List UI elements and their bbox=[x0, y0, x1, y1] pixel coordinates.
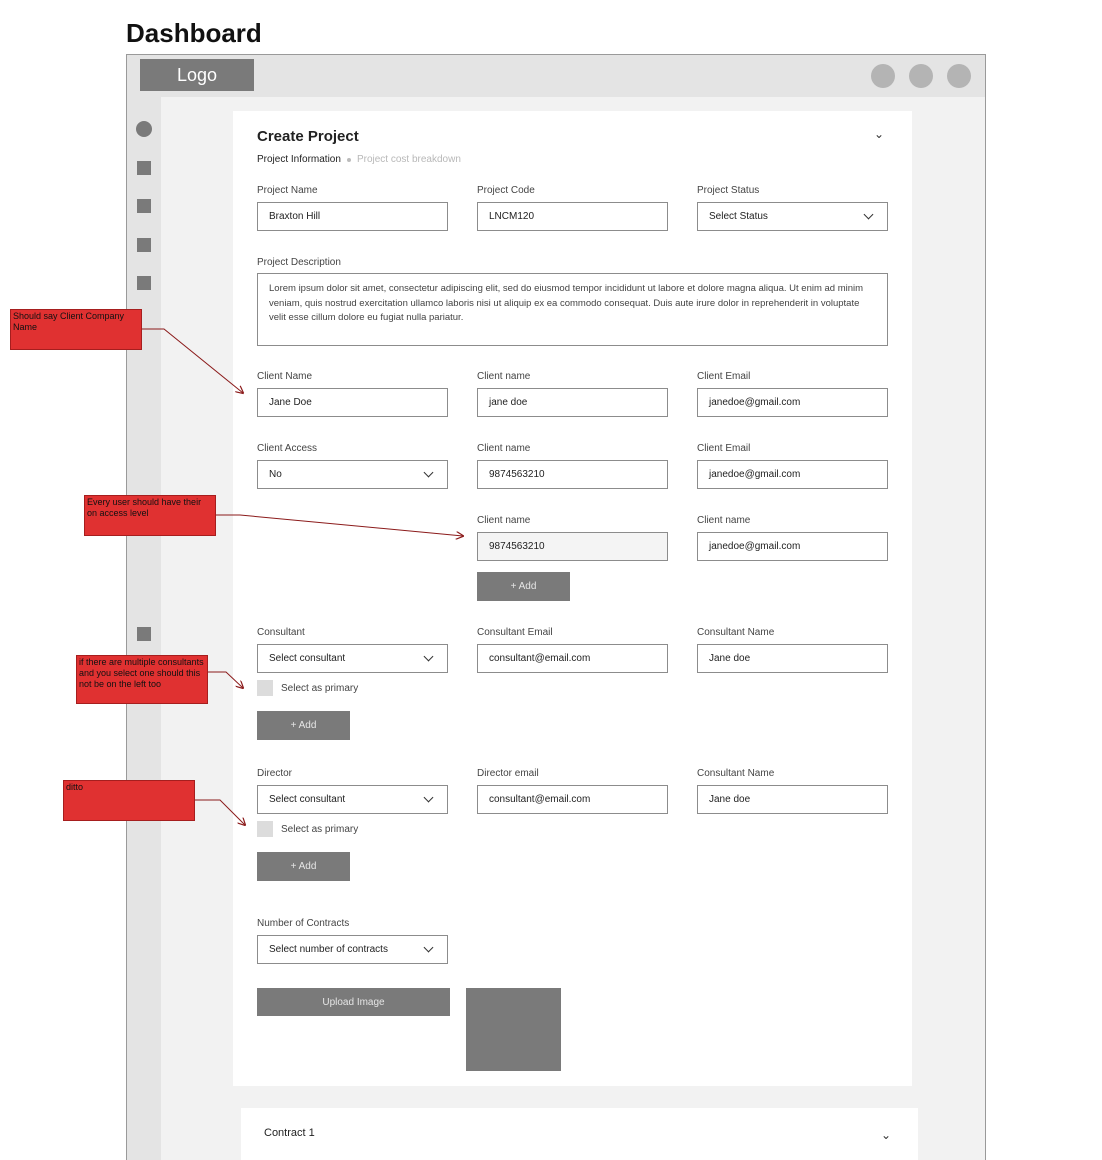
project-name-value: Braxton Hill bbox=[269, 211, 321, 222]
expand-chevron-icon[interactable]: ⌄ bbox=[881, 1128, 892, 1142]
director-name-input[interactable] bbox=[697, 785, 888, 814]
sidebar-nav-icon[interactable] bbox=[137, 276, 151, 290]
sidebar-avatar-icon[interactable] bbox=[136, 121, 152, 137]
director-value: Select consultant bbox=[269, 794, 346, 805]
project-code-label: Project Code bbox=[477, 185, 535, 196]
upload-image-button[interactable]: Upload Image bbox=[257, 988, 450, 1016]
director-email-input[interactable] bbox=[477, 785, 668, 814]
breadcrumb bbox=[257, 154, 461, 165]
client-email-2-label: Client Email bbox=[697, 443, 751, 454]
consultant-email-label: Consultant Email bbox=[477, 627, 553, 638]
contracts-select[interactable] bbox=[257, 935, 448, 964]
review-note-access-level: Every user should have their on access level bbox=[84, 495, 216, 536]
header-avatar-icon[interactable] bbox=[947, 64, 971, 88]
director-name-value: Jane doe bbox=[709, 794, 751, 805]
client-email-label: Client Email bbox=[697, 371, 751, 382]
consultant-primary-checkbox[interactable] bbox=[257, 680, 273, 696]
project-name-input[interactable] bbox=[257, 202, 448, 231]
consultant-name-value: Jane doe bbox=[709, 653, 751, 664]
sidebar-nav-icon[interactable] bbox=[137, 199, 151, 213]
chevron-down-icon bbox=[864, 210, 874, 220]
logo: Logo bbox=[140, 59, 254, 91]
client-email-input[interactable] bbox=[697, 388, 888, 417]
client-access-select[interactable] bbox=[257, 460, 448, 489]
client-phone-input[interactable] bbox=[477, 460, 668, 489]
project-status-select[interactable] bbox=[697, 202, 888, 231]
contracts-value: Select number of contracts bbox=[269, 944, 388, 955]
client-name-3-label: Client name bbox=[697, 515, 751, 526]
sidebar-nav-icon[interactable] bbox=[137, 238, 151, 252]
project-status-value: Select Status bbox=[709, 211, 768, 222]
client-name-value: Jane Doe bbox=[269, 397, 312, 408]
director-label: Director bbox=[257, 768, 293, 779]
project-name-label: Project Name bbox=[257, 185, 318, 196]
client-access-label: Client Access bbox=[257, 443, 318, 454]
header-avatar-icon[interactable] bbox=[871, 64, 895, 88]
client-email-2-input[interactable] bbox=[697, 460, 888, 489]
project-code-value: LNCM120 bbox=[489, 211, 535, 222]
director-primary-label: Select as primary bbox=[281, 824, 359, 835]
consultant-label: Consultant bbox=[257, 627, 305, 638]
consultant-primary-label: Select as primary bbox=[281, 683, 359, 694]
client-phone-2-label: Client name bbox=[477, 515, 531, 526]
client-phone-label: Client name bbox=[477, 443, 531, 454]
client-name-input[interactable] bbox=[257, 388, 448, 417]
client-email-3-input[interactable] bbox=[697, 532, 888, 561]
collapse-chevron-icon[interactable]: ⌄ bbox=[874, 127, 885, 141]
client-phone-2-input[interactable] bbox=[477, 532, 668, 561]
director-email-label: Director email bbox=[477, 768, 539, 779]
breadcrumb-inactive[interactable]: Project cost breakdown bbox=[356, 154, 461, 165]
card-title: Create Project bbox=[257, 128, 359, 145]
project-description-label: Project Description bbox=[257, 257, 341, 268]
chevron-down-icon bbox=[424, 468, 434, 478]
image-preview bbox=[466, 988, 561, 1071]
consultant-email-value: consultant@email.com bbox=[489, 653, 591, 664]
consultant-name-label: Consultant Name bbox=[697, 627, 775, 638]
project-status-label: Project Status bbox=[697, 185, 760, 196]
consultant-name-input[interactable] bbox=[697, 644, 888, 673]
add-client-button[interactable]: + Add bbox=[477, 572, 570, 601]
sidebar-nav-icon[interactable] bbox=[137, 161, 151, 175]
breadcrumb-separator-icon bbox=[347, 158, 351, 162]
client-access-value: No bbox=[269, 469, 282, 480]
client-name-label: Client Name bbox=[257, 371, 313, 382]
contract-section[interactable] bbox=[241, 1108, 918, 1160]
sidebar-nav-icon[interactable] bbox=[137, 627, 151, 641]
director-select[interactable] bbox=[257, 785, 448, 814]
client-contact-name-input[interactable] bbox=[477, 388, 668, 417]
add-director-button[interactable]: + Add bbox=[257, 852, 350, 881]
chevron-down-icon bbox=[424, 793, 434, 803]
client-contact-name-value: jane doe bbox=[489, 397, 528, 408]
client-contact-name-label: Client name bbox=[477, 371, 531, 382]
breadcrumb-active[interactable]: Project Information bbox=[257, 154, 341, 165]
top-bar bbox=[127, 55, 985, 97]
chevron-down-icon bbox=[424, 943, 434, 953]
project-description-textarea[interactable]: Lorem ipsum dolor sit amet, consectetur adipiscing elit, sed do eiusmod tempor incididunt ut labore et dolore magna aliqua. Ut enim ad minim veniam, quis nostrud exercitation ullamco laboris nisi ut aliquip ex ea commodo consequat. Duis aute irure dolor in reprehenderit in voluptate velit esse cillum dolore eu fugiat nulla pariatur. bbox=[257, 273, 888, 346]
consultant-email-input[interactable] bbox=[477, 644, 668, 673]
review-note-client-name: Should say Client Company Name bbox=[10, 309, 142, 350]
client-phone-2-value: 9874563210 bbox=[489, 541, 545, 552]
contract-section-label: Contract 1 bbox=[264, 1127, 315, 1139]
header-avatar-icon[interactable] bbox=[909, 64, 933, 88]
director-email-value: consultant@email.com bbox=[489, 794, 591, 805]
director-name-label: Consultant Name bbox=[697, 768, 775, 779]
review-note-consultant-primary: if there are multiple consultants and you select one should this not be on the left too bbox=[76, 655, 208, 704]
director-primary-checkbox[interactable] bbox=[257, 821, 273, 837]
client-email-2-value: janedoe@gmail.com bbox=[709, 469, 801, 480]
contracts-label: Number of Contracts bbox=[257, 918, 350, 929]
consultant-select[interactable] bbox=[257, 644, 448, 673]
client-phone-value: 9874563210 bbox=[489, 469, 545, 480]
project-code-input[interactable] bbox=[477, 202, 668, 231]
client-email-3-value: janedoe@gmail.com bbox=[709, 541, 801, 552]
page-title: Dashboard bbox=[126, 18, 262, 48]
client-email-value: janedoe@gmail.com bbox=[709, 397, 801, 408]
add-consultant-button[interactable]: + Add bbox=[257, 711, 350, 740]
review-note-ditto: ditto bbox=[63, 780, 195, 821]
consultant-value: Select consultant bbox=[269, 653, 346, 664]
chevron-down-icon bbox=[424, 652, 434, 662]
